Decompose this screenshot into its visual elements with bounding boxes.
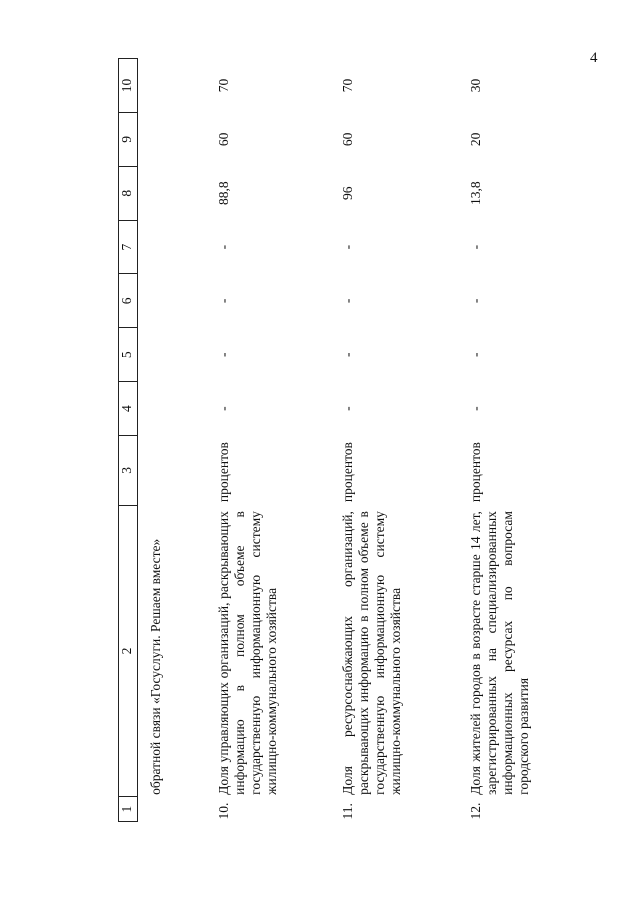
indicators-table bbox=[118, 58, 564, 822]
value-cell: - bbox=[468, 352, 483, 358]
table-row-continuation bbox=[138, 59, 211, 822]
value-cell: 13,8 bbox=[468, 181, 483, 206]
value-cell: - bbox=[468, 298, 483, 304]
column-header: 10 bbox=[119, 59, 138, 113]
column-header: 9 bbox=[119, 112, 138, 166]
value-cell: 88,8 bbox=[216, 181, 231, 206]
page-number: 4 bbox=[590, 50, 598, 66]
column-header: 2 bbox=[119, 505, 138, 797]
value-cell: 60 bbox=[340, 132, 355, 147]
column-header: 3 bbox=[119, 436, 138, 506]
value-cell: 70 bbox=[340, 78, 355, 93]
value-cell: - bbox=[340, 244, 355, 250]
column-header: 7 bbox=[119, 220, 138, 274]
value-cell: - bbox=[216, 244, 231, 250]
column-header: 8 bbox=[119, 166, 138, 220]
value-cell: - bbox=[216, 406, 231, 411]
header-row bbox=[119, 59, 138, 822]
value-cell: - bbox=[340, 298, 355, 304]
unit-cell: процентов bbox=[340, 442, 355, 503]
table-row bbox=[462, 59, 564, 822]
value-cell: 60 bbox=[216, 132, 231, 147]
value-cell: - bbox=[216, 352, 231, 358]
indicator-name: Доля ресурсоснабжающих организаций, раскрывающих информацию в полном объеме в государственную информационную систему жилищно-коммунального хозяйства bbox=[340, 511, 403, 795]
rotated-table-container bbox=[118, 58, 558, 822]
value-cell: 70 bbox=[216, 78, 231, 93]
value-cell: 20 bbox=[468, 132, 483, 147]
indicator-name: Доля управляющих организаций, раскрывающих информацию в полном объеме в государственную информационную систему жилищно-коммунального хозяйства bbox=[216, 511, 279, 795]
column-header: 1 bbox=[119, 797, 138, 822]
column-header: 5 bbox=[119, 328, 138, 382]
value-cell: - bbox=[340, 352, 355, 358]
unit-cell: процентов bbox=[216, 442, 231, 503]
indicator-name: Доля жителей городов в возрасте старше 14 лет, зарегистрированных на специализированных информационных ресурсах по вопросам городского развития bbox=[468, 511, 531, 795]
value-cell: - bbox=[468, 406, 483, 411]
row-number: 12. bbox=[468, 802, 483, 820]
unit-cell: процентов bbox=[468, 442, 483, 503]
table-row bbox=[210, 59, 334, 822]
indicator-name: обратной связи «Госуслуги. Решаем вместе» bbox=[148, 538, 163, 795]
row-number: 10. bbox=[216, 802, 231, 820]
column-header: 6 bbox=[119, 274, 138, 328]
row-number: 11. bbox=[340, 803, 355, 820]
row-number bbox=[138, 797, 211, 822]
value-cell: 96 bbox=[340, 186, 355, 200]
value-cell: 30 bbox=[468, 78, 483, 93]
column-header: 4 bbox=[119, 382, 138, 436]
table-row bbox=[334, 59, 462, 822]
value-cell: - bbox=[340, 406, 355, 411]
value-cell: - bbox=[468, 244, 483, 250]
value-cell: - bbox=[216, 298, 231, 304]
